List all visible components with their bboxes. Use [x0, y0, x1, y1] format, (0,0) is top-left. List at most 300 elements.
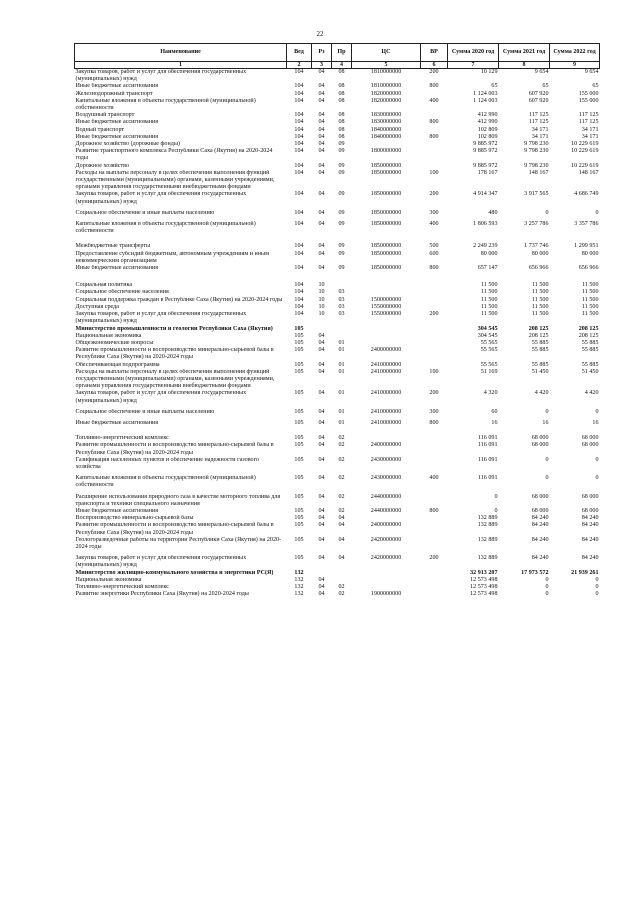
cell-cs: [352, 333, 421, 340]
table-row: [75, 537, 600, 555]
row-name: Развитие энергетики Республики Саха (Якутия) на 2020-2024 годы: [75, 591, 249, 598]
cell-sum-2022: 68 000: [581, 507, 599, 514]
cell-sum-2022: 68 000: [581, 435, 599, 442]
table-row: [75, 265, 600, 282]
cell-cs: 1850000000: [370, 243, 402, 250]
cell-vr: 400: [429, 221, 439, 228]
cell-pr: [332, 577, 352, 584]
cell-sum-2022: 0: [595, 408, 599, 415]
cell-sum-2020: 304 545: [477, 325, 498, 332]
table-row: [75, 134, 600, 141]
table-row: [75, 457, 600, 475]
cell-sum-2022: 0: [595, 576, 599, 583]
cell-cs: 1820000000: [370, 97, 402, 104]
cell-vr: 100: [429, 368, 439, 375]
cell-ved: 132: [294, 591, 304, 598]
cell-sum-2020: 0: [494, 507, 498, 514]
cell-rz: 04: [318, 507, 325, 514]
cell-vr: [421, 347, 448, 361]
cell-rz: 04: [318, 141, 325, 148]
cell-sum-2022: 34 171: [581, 126, 599, 133]
cell-vr: 400: [429, 97, 439, 104]
row-name: Топливно-энергетический комплекс: [75, 435, 169, 442]
cell-ved: 104: [294, 141, 304, 148]
cell-vr: [421, 522, 448, 536]
cell-sum-2021: 607 920: [528, 90, 549, 97]
cell-rz: 04: [318, 347, 325, 354]
cell-sum-2020: 0: [494, 493, 498, 500]
table-row: [75, 362, 600, 369]
cell-pr: 04: [338, 536, 345, 543]
cell-cs: 2410000000: [370, 368, 402, 375]
cell-pr: 09: [338, 250, 345, 257]
cell-ved: 104: [294, 90, 304, 97]
cell-rz: 10: [318, 289, 325, 296]
table-row: [75, 170, 600, 192]
cell-vr: [421, 282, 448, 289]
cell-cs: [352, 326, 421, 333]
table-row: [75, 435, 600, 442]
cell-pr: 01: [338, 339, 345, 346]
row-name: Капитальные вложения в объекты государственной (муниципальной) собственности: [75, 475, 256, 489]
cell-sum-2020: 2 249 239: [473, 243, 498, 250]
cell-rz: 04: [318, 493, 325, 500]
cell-sum-2021: 9 798 230: [524, 148, 549, 155]
cell-sum-2021: 11 500: [531, 296, 549, 303]
cell-pr: 03: [338, 289, 345, 296]
table-row: [75, 522, 600, 536]
cell-cs: 1830000000: [370, 119, 402, 126]
cell-cs: [352, 289, 421, 296]
cell-pr: [332, 326, 352, 333]
cell-pr: [332, 570, 352, 577]
cell-pr: 08: [338, 90, 345, 97]
cell-sum-2020: 32 913 207: [470, 569, 498, 576]
table-body: [75, 69, 600, 599]
cell-rz: 04: [318, 515, 325, 522]
cell-pr: 02: [338, 442, 345, 449]
cell-rz: 04: [318, 83, 325, 90]
cell-vr: [421, 340, 448, 347]
cell-sum-2020: 55 565: [480, 339, 498, 346]
table-header-row: [75, 44, 600, 62]
cell-rz: 04: [318, 112, 325, 119]
cell-sum-2020: 9 885 972: [473, 141, 498, 148]
cell-sum-2022: 0: [595, 209, 599, 216]
cell-ved: 104: [294, 126, 304, 133]
cell-sum-2020: 304 545: [477, 332, 498, 339]
cell-vr: 500: [429, 243, 439, 250]
cell-cs: 1840000000: [370, 126, 402, 133]
cell-vr: 200: [429, 555, 439, 562]
table-row: [75, 127, 600, 134]
cell-cs: 1850000000: [370, 191, 402, 198]
header-sum-2020: Сумма 2020 год: [448, 44, 499, 62]
cell-sum-2022: 656 966: [578, 265, 599, 272]
row-name: Железнодорожный транспорт: [75, 90, 153, 97]
row-name: Социальная политика: [75, 282, 133, 289]
cell-ved: 105: [294, 347, 304, 354]
cell-rz: 10: [318, 296, 325, 303]
cell-rz: 04: [318, 368, 325, 375]
cell-pr: 01: [338, 419, 345, 426]
cell-rz: 04: [318, 576, 325, 583]
cell-sum-2021: 0: [545, 209, 549, 216]
cell-sum-2022: 4 686 749: [574, 191, 599, 198]
cell-cs: 1850000000: [370, 162, 402, 169]
cell-pr: 01: [338, 408, 345, 415]
column-number: 1: [75, 62, 287, 69]
cell-rz: 04: [318, 119, 325, 126]
page-number: 22: [316, 30, 324, 38]
cell-sum-2021: 55 885: [531, 347, 549, 354]
row-name: Национальная экономика: [75, 332, 142, 339]
cell-cs: 1810000000: [370, 83, 402, 90]
cell-sum-2021: 0: [545, 576, 549, 583]
table-row: [75, 98, 600, 112]
cell-pr: 01: [338, 368, 345, 375]
row-name: Общеэкономические вопросы: [75, 339, 154, 346]
row-name: Газификация населенных пунктов и обеспечение надежности газового хозяйства: [75, 456, 259, 470]
row-name: Закупка товаров, работ и услуг для обеспечения государственных (муниципальных) нужд: [75, 555, 247, 569]
cell-cs: [352, 435, 421, 442]
cell-rz: 04: [318, 591, 325, 598]
row-name: Капитальные вложения в объекты государственной (муниципальной) собственности: [75, 97, 256, 112]
cell-sum-2022: 9 654: [584, 69, 599, 75]
cell-vr: 800: [429, 133, 439, 140]
cell-sum-2021: 51 450: [531, 368, 549, 375]
cell-sum-2021: 656 966: [528, 265, 549, 272]
column-number: 7: [448, 62, 499, 69]
cell-pr: 09: [338, 148, 345, 155]
cell-ved: 105: [294, 442, 304, 449]
cell-ved: 104: [294, 191, 304, 198]
cell-ved: 105: [294, 339, 304, 346]
row-name: Национальная экономика: [75, 576, 142, 583]
cell-ved: 105: [294, 408, 304, 415]
cell-sum-2021: 68 000: [531, 442, 549, 449]
cell-vr: 800: [429, 507, 439, 514]
cell-rz: 04: [318, 90, 325, 97]
cell-rz: 10: [318, 282, 325, 289]
cell-sum-2022: 155 000: [578, 90, 599, 97]
cell-sum-2022: 84 240: [581, 555, 599, 562]
table-row: [75, 221, 600, 243]
cell-cs: 2400000000: [370, 522, 402, 529]
cell-cs: 1850000000: [370, 209, 402, 216]
cell-cs: 2410000000: [370, 419, 402, 426]
cell-sum-2022: 4 420: [584, 390, 599, 397]
row-name: Иные бюджетные ассигнования: [75, 133, 159, 140]
budget-table-wrap: [74, 43, 599, 598]
cell-ved: 104: [294, 169, 304, 176]
header-ved: Вед: [287, 44, 312, 62]
cell-pr: 08: [338, 69, 345, 75]
cell-rz: 04: [318, 169, 325, 176]
row-name: Расходы на выплаты персоналу в целях обеспечения выполнения функций государственными (муниципальными) органами, казенными учреждениями, органами управления государственными внебюджетными фондами: [75, 368, 275, 390]
table-row: [75, 442, 600, 456]
table-row: [75, 83, 600, 90]
cell-rz: 04: [318, 97, 325, 104]
cell-sum-2021: 0: [545, 456, 549, 463]
cell-cs: 2410000000: [370, 361, 402, 368]
cell-vr: [421, 127, 448, 134]
cell-cs: [352, 570, 421, 577]
cell-sum-2022: 10 229 619: [571, 162, 599, 169]
cell-sum-2021: 17 973 572: [521, 569, 549, 576]
cell-vr: [421, 362, 448, 369]
cell-sum-2021: 0: [545, 475, 549, 482]
cell-ved: 105: [294, 493, 304, 500]
cell-sum-2020: 11 500: [480, 311, 498, 318]
cell-ved: 105: [294, 390, 304, 397]
cell-ved: 104: [294, 282, 304, 289]
row-name: Обеспечивающая подпрограмма: [75, 361, 160, 368]
row-name: Министерство жилищно-коммунального хозяйства и энергетики РС(Я): [75, 569, 274, 576]
table-row: [75, 584, 600, 591]
table-row: [75, 508, 600, 515]
cell-cs: 1800000000: [370, 148, 402, 155]
cell-sum-2021: 9 798 230: [524, 141, 549, 148]
cell-sum-2021: 117 125: [528, 112, 549, 119]
cell-sum-2021: 11 500: [531, 311, 549, 318]
cell-pr: 02: [338, 591, 345, 598]
cell-rz: 04: [318, 536, 325, 543]
row-name: Закупка товаров, работ и услуг для обеспечения государственных (муниципальных) нужд: [75, 191, 247, 205]
table-row: [75, 390, 600, 408]
cell-sum-2020: 9 885 972: [473, 148, 498, 155]
cell-cs: 1850000000: [370, 265, 402, 272]
cell-pr: 04: [338, 515, 345, 522]
cell-ved: 105: [294, 332, 304, 339]
cell-rz: 04: [318, 361, 325, 368]
cell-sum-2020: 80 000: [480, 250, 498, 257]
cell-vr: [421, 435, 448, 442]
cell-pr: 03: [338, 296, 345, 303]
cell-rz: 04: [318, 475, 325, 482]
cell-sum-2021: 84 240: [531, 536, 549, 543]
cell-sum-2020: 65: [491, 83, 498, 90]
cell-cs: 2440000000: [370, 493, 402, 500]
cell-rz: 04: [318, 332, 325, 339]
cell-rz: 10: [318, 311, 325, 318]
row-name: Доступная среда: [75, 303, 119, 310]
row-name: Предоставление субсидий бюджетным, автономным учреждениям и иным некоммерческим организациям: [75, 250, 269, 264]
cell-sum-2021: 68 000: [531, 493, 549, 500]
cell-rz: 04: [318, 69, 325, 75]
row-name: Дорожное хозяйство: [75, 162, 130, 169]
cell-sum-2020: 178 167: [477, 169, 498, 176]
cell-sum-2022: 155 000: [578, 97, 599, 104]
cell-sum-2021: 148 167: [528, 169, 549, 176]
table-row: [75, 409, 600, 420]
cell-rz: 04: [318, 584, 325, 590]
cell-sum-2020: 132 889: [477, 536, 498, 543]
cell-vr: [421, 333, 448, 340]
cell-sum-2022: 10 229 619: [571, 141, 599, 148]
table-row: [75, 494, 600, 508]
cell-ved: 105: [294, 419, 304, 426]
cell-cs: [352, 515, 421, 522]
cell-sum-2022: 80 000: [581, 250, 599, 257]
cell-sum-2021: 11 500: [531, 282, 549, 289]
cell-vr: [421, 577, 448, 584]
cell-sum-2022: 55 885: [581, 339, 599, 346]
table-row: [75, 163, 600, 170]
cell-cs: 1830000000: [370, 112, 402, 119]
cell-sum-2020: 1 806 593: [473, 221, 498, 228]
cell-rz: 10: [318, 303, 325, 310]
cell-cs: 1820000000: [370, 90, 402, 97]
cell-rz: 04: [318, 442, 325, 449]
cell-vr: [421, 326, 448, 333]
header-sum-2021: Сумма 2021 год: [499, 44, 550, 62]
cell-sum-2022: 84 240: [581, 515, 599, 522]
cell-ved: 104: [294, 119, 304, 126]
cell-ved: 105: [294, 536, 304, 543]
header-sum-2022: Сумма 2022 год: [550, 44, 600, 62]
cell-rz: 04: [318, 148, 325, 155]
cell-vr: [421, 304, 448, 311]
cell-vr: [421, 297, 448, 304]
cell-ved: 132: [294, 576, 304, 583]
cell-vr: [421, 515, 448, 522]
cell-sum-2021: 80 000: [531, 250, 549, 257]
cell-sum-2022: 55 885: [581, 361, 599, 368]
cell-pr: 02: [338, 456, 345, 463]
row-name: Развитие промышленности и воспроизводство минерально-сырьевой базы в Республике Саха (Якутия) на 2020-2024 годы: [75, 522, 274, 536]
cell-cs: 2420000000: [370, 555, 402, 562]
cell-sum-2022: 10 229 619: [571, 148, 599, 155]
table-row: [75, 311, 600, 325]
cell-sum-2021: 607 920: [528, 97, 549, 104]
column-number-row: [75, 62, 600, 69]
table-row: [75, 577, 600, 584]
cell-vr: 800: [429, 419, 439, 426]
cell-sum-2021: 84 240: [531, 522, 549, 529]
cell-rz: [312, 570, 332, 577]
cell-vr: [421, 112, 448, 119]
cell-cs: 1810000000: [370, 69, 402, 75]
cell-sum-2021: 0: [545, 591, 549, 598]
cell-vr: 800: [429, 119, 439, 126]
cell-pr: 09: [338, 162, 345, 169]
cell-pr: 03: [338, 311, 345, 318]
cell-pr: 09: [338, 243, 345, 250]
cell-rz: 04: [318, 522, 325, 529]
cell-sum-2020: 10 129: [480, 69, 498, 75]
cell-sum-2022: 84 240: [581, 522, 599, 529]
cell-sum-2020: 12 573 498: [470, 576, 498, 583]
cell-ved: 104: [294, 133, 304, 140]
cell-sum-2022: 11 500: [581, 282, 599, 289]
cell-ved: 104: [294, 209, 304, 216]
table-row: [75, 591, 600, 598]
cell-vr: 200: [429, 390, 439, 397]
cell-sum-2020: 132 889: [477, 555, 498, 562]
header-rz: Рз: [312, 44, 332, 62]
cell-pr: 08: [338, 112, 345, 119]
cell-sum-2022: 68 000: [581, 442, 599, 449]
cell-cs: [352, 584, 421, 591]
cell-rz: 04: [318, 243, 325, 250]
cell-sum-2022: 1 299 951: [574, 243, 599, 250]
cell-cs: 2410000000: [370, 390, 402, 397]
table-row: [75, 555, 600, 569]
cell-pr: 09: [338, 169, 345, 176]
cell-sum-2022: 11 500: [581, 289, 599, 296]
row-name: Воздушный транспорт: [75, 112, 135, 119]
cell-sum-2022: 84 240: [581, 536, 599, 543]
cell-ved: 104: [294, 148, 304, 155]
cell-sum-2021: 68 000: [531, 435, 549, 442]
cell-sum-2020: 132 889: [477, 515, 498, 522]
cell-cs: 2410000000: [370, 408, 402, 415]
cell-sum-2021: 208 125: [528, 325, 549, 332]
row-name: Дорожное хозяйство (дорожные фонды): [75, 141, 180, 148]
cell-cs: 1850000000: [370, 169, 402, 176]
cell-sum-2021: 4 420: [534, 390, 549, 397]
cell-sum-2021: 11 500: [531, 303, 549, 310]
cell-cs: 2400000000: [370, 347, 402, 354]
cell-cs: 2430000000: [370, 475, 402, 482]
cell-sum-2022: 55 885: [581, 347, 599, 354]
cell-ved: 104: [294, 243, 304, 250]
cell-sum-2021: 55 885: [531, 339, 549, 346]
table-row: [75, 141, 600, 148]
table-row: [75, 475, 600, 493]
cell-sum-2022: 0: [595, 584, 599, 590]
cell-vr: [421, 163, 448, 170]
column-number: 5: [352, 62, 421, 69]
cell-ved: 104: [294, 303, 304, 310]
table-row: [75, 112, 600, 119]
cell-sum-2020: 132 889: [477, 522, 498, 529]
cell-vr: 300: [429, 408, 439, 415]
cell-sum-2021: 0: [545, 408, 549, 415]
cell-pr: [332, 333, 352, 340]
cell-pr: 02: [338, 475, 345, 482]
cell-cs: 1900000000: [370, 591, 402, 598]
cell-ved: 105: [294, 515, 304, 522]
table-row: [75, 210, 600, 221]
cell-vr: [421, 457, 448, 475]
cell-rz: [312, 326, 332, 333]
cell-sum-2022: 0: [595, 456, 599, 463]
cell-ved: 105: [294, 368, 304, 375]
cell-sum-2020: 102 809: [477, 126, 498, 133]
cell-vr: 800: [429, 83, 439, 90]
cell-ved: 104: [294, 69, 304, 75]
cell-rz: 04: [318, 221, 325, 228]
cell-vr: 100: [429, 169, 439, 176]
cell-pr: 09: [338, 265, 345, 272]
cell-cs: [352, 282, 421, 289]
cell-pr: 02: [338, 584, 345, 590]
cell-pr: 08: [338, 133, 345, 140]
cell-sum-2022: 208 125: [578, 325, 599, 332]
cell-rz: 04: [318, 390, 325, 397]
cell-sum-2020: 60: [491, 408, 498, 415]
cell-pr: 08: [338, 126, 345, 133]
row-name: Межбюджетные трансферты: [75, 243, 151, 250]
cell-rz: 04: [318, 126, 325, 133]
cell-sum-2022: 11 500: [581, 311, 599, 318]
cell-sum-2022: 21 939 261: [571, 569, 599, 576]
table-row: [75, 191, 600, 209]
cell-pr: 02: [338, 493, 345, 500]
cell-rz: 04: [318, 209, 325, 216]
